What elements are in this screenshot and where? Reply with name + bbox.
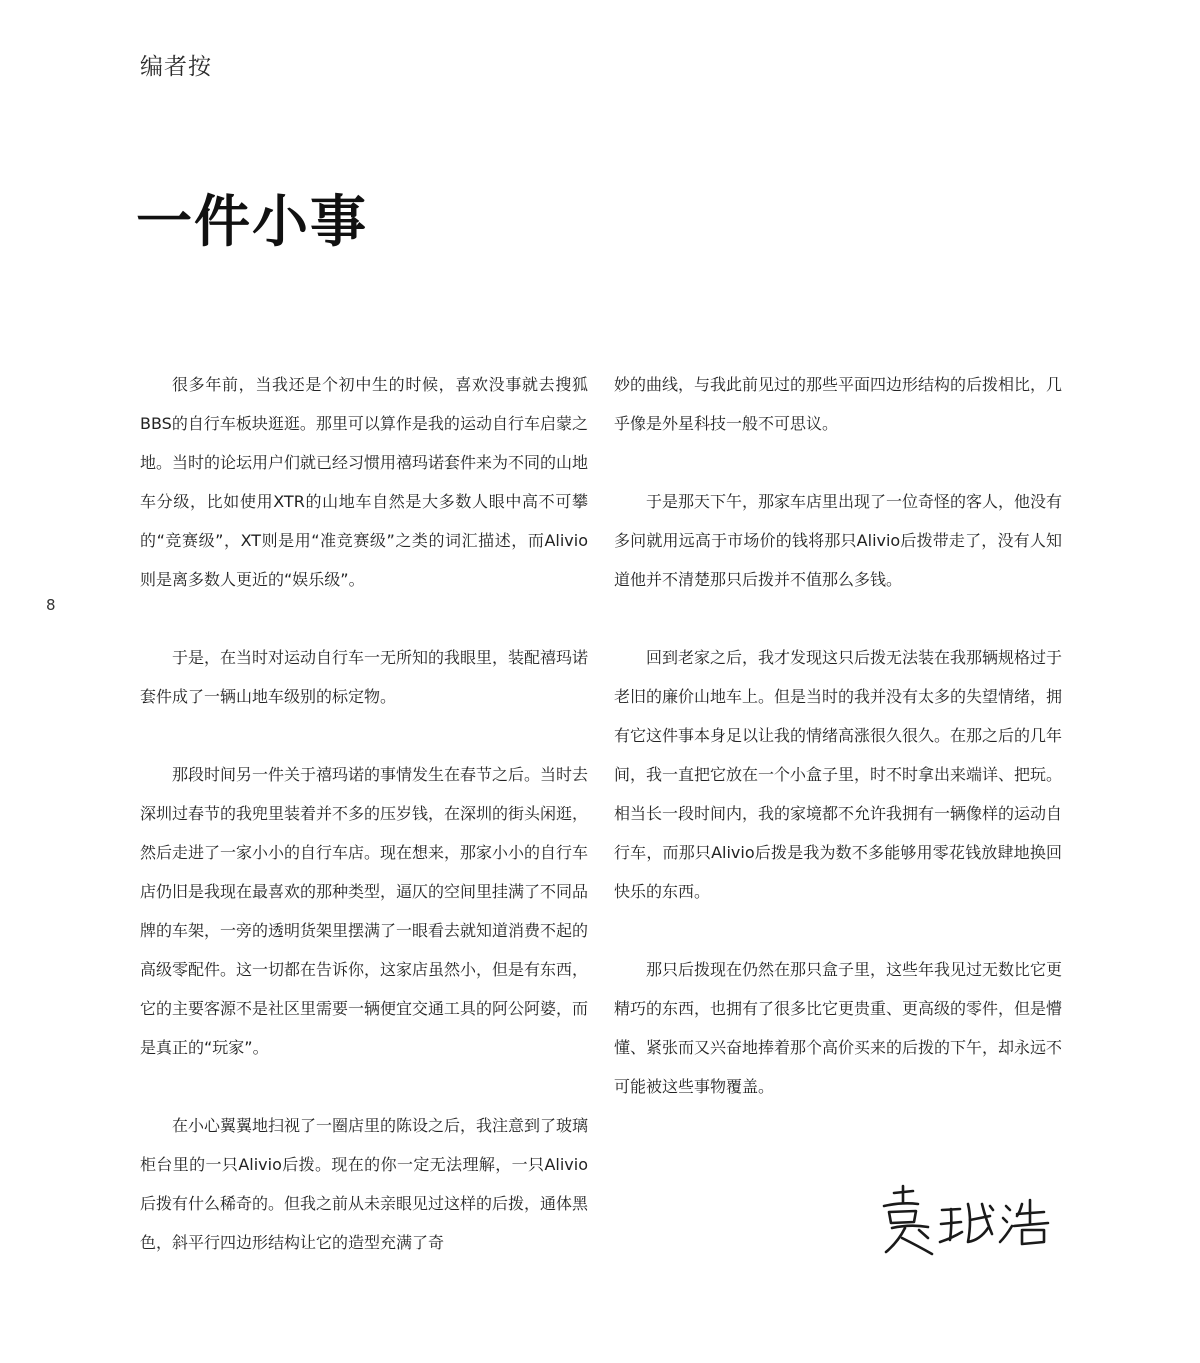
author-signature — [872, 1180, 1062, 1260]
article-column-left — [140, 365, 588, 1262]
section-label: 编者按 — [140, 54, 212, 80]
article-column-right — [614, 365, 1062, 1106]
paragraph: 那只后拨现在仍然在那只盒子里，这些年我见过无数比它更精巧的东西，也拥有了很多比它更贵重、更高级的零件，但是懵懂、紧张而又兴奋地捧着那个高价买来的后拨的下午，却永远不可能被这些事物覆盖。 — [614, 960, 1063, 1096]
paragraph: 回到老家之后，我才发现这只后拨无法装在我那辆规格过于老旧的廉价山地车上。但是当时的我并没有太多的失望情绪，拥有它这件事本身足以让我的情绪高涨很久很久。在那之后的几年间，我一直把它放在一个小盒子里，时不时拿出来端详、把玩。相当长一段时间内，我的家境都不允许我拥有一辆像样的运动自行车，而那只Alivio后拨是我为数不多能够用零花钱放肆地换回快乐的东西。 — [614, 648, 1063, 901]
paragraph: 在小心翼翼地扫视了一圈店里的陈设之后，我注意到了玻璃柜台里的一只Alivio后拨。现在的你一定无法理解，一只Alivio后拨有什么稀奇的。但我之前从未亲眼见过这样的后拨，通体黑色，斜平行四边形结构让它的造型充满了奇 — [140, 1116, 589, 1252]
paragraph: 很多年前，当我还是个初中生的时候，喜欢没事就去搜狐BBS的自行车板块逛逛。那里可以算作是我的运动自行车启蒙之地。当时的论坛用户们就已经习惯用禧玛诺套件来为不同的山地车分级，比如使用XTR的山地车自然是大多数人眼中高不可攀的“竞赛级”，XT则是用“准竞赛级”之类的词汇描述，而Alivio则是离多数人更近的“娱乐级”。 — [140, 375, 589, 589]
signature-icon — [872, 1180, 1062, 1260]
paragraph: 妙的曲线，与我此前见过的那些平面四边形结构的后拨相比，几乎像是外星科技一般不可思议。 — [614, 375, 1063, 433]
page-title: 一件小事 — [136, 190, 368, 255]
paragraph: 那段时间另一件关于禧玛诺的事情发生在春节之后。当时去深圳过春节的我兜里装着并不多的压岁钱，在深圳的街头闲逛，然后走进了一家小小的自行车店。现在想来，那家小小的自行车店仍旧是我现在最喜欢的那种类型，逼仄的空间里挂满了不同品牌的车架，一旁的透明货架里摆满了一眼看去就知道消费不起的高级零配件。这一切都在告诉你，这家店虽然小，但是有东西，它的主要客源不是社区里需要一辆便宜交通工具的阿公阿婆，而是真正的“玩家”。 — [140, 765, 589, 1057]
page-number: 8 — [46, 596, 56, 614]
paragraph: 于是那天下午，那家车店里出现了一位奇怪的客人，他没有多问就用远高于市场价的钱将那只Alivio后拨带走了，没有人知道他并不清楚那只后拨并不值那么多钱。 — [614, 492, 1063, 589]
paragraph: 于是，在当时对运动自行车一无所知的我眼里，装配禧玛诺套件成了一辆山地车级别的标定物。 — [140, 648, 589, 706]
